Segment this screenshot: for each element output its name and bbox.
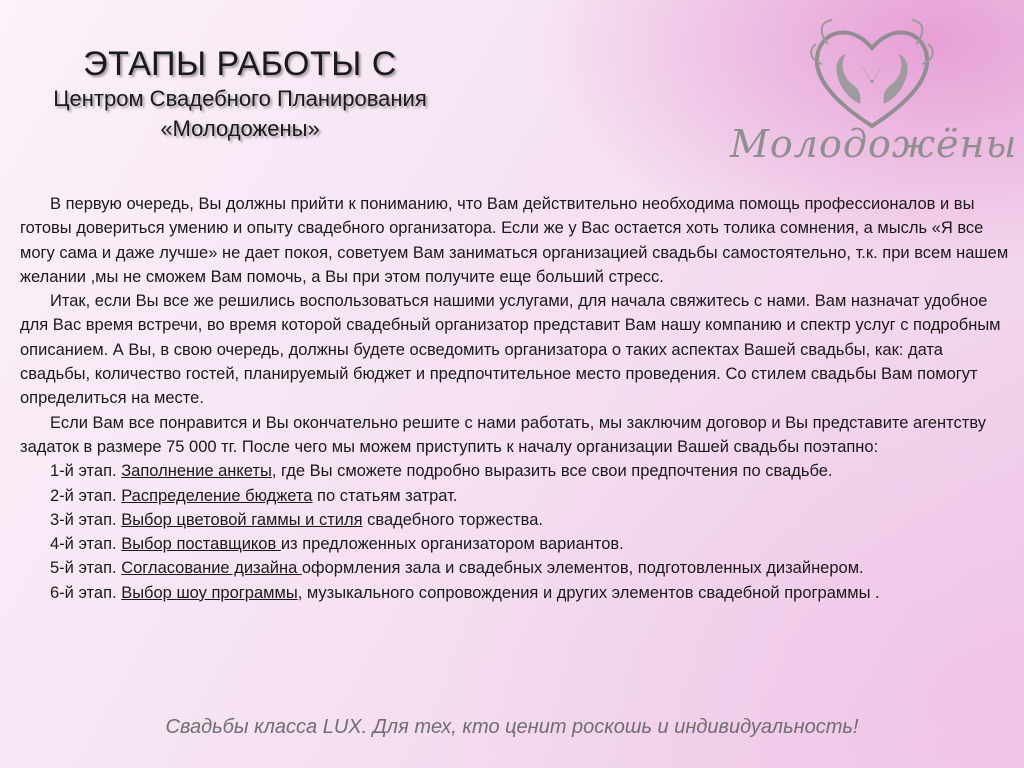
stage-link-design[interactable]: Согласование дизайна bbox=[121, 559, 302, 578]
stage-link-questionnaire[interactable]: Заполнение анкеты bbox=[121, 462, 272, 481]
footer-slogan: Свадьбы класса LUX. Для тех, кто ценит роскошь и индивидуальность! bbox=[165, 716, 859, 738]
page-title bbox=[20, 44, 460, 144]
title-line-2: Центром Свадебного Планирования bbox=[53, 86, 427, 111]
stage-link-budget[interactable]: Распределение бюджета bbox=[121, 486, 313, 505]
body-text bbox=[20, 192, 1010, 605]
stage-5 bbox=[20, 556, 1010, 580]
stage-6 bbox=[20, 581, 1010, 605]
stage-rest: по статьям затрат. bbox=[312, 486, 458, 505]
title-line-3: «Молодожены» bbox=[160, 116, 320, 141]
stage-rest: , музыкального сопровождения и других элементов свадебной программы . bbox=[297, 583, 880, 602]
stage-3 bbox=[20, 508, 1010, 532]
paragraph-3: Если Вам все понравится и Вы окончательно решите с нами работать, мы заключим договор и Вы представите агентству задаток в размере 75 000 тг. После чего мы можем приступить к началу организации Вашей свадьбы поэтапно: bbox=[20, 413, 986, 456]
title-line-1: ЭТАПЫ РАБОТЫ С bbox=[83, 45, 397, 83]
stage-rest: из предложенных организатором вариантов. bbox=[280, 535, 624, 554]
stage-2 bbox=[20, 484, 1010, 508]
stage-link-color-style[interactable]: Выбор цветовой гаммы и стиля bbox=[121, 510, 363, 529]
stage-prefix: 4-й этап. bbox=[50, 535, 122, 554]
stage-link-show-program[interactable]: Выбор шоу программы bbox=[121, 583, 298, 602]
stage-rest: оформления зала и свадебных элементов, подготовленных дизайнером. bbox=[301, 559, 864, 578]
stage-prefix: 3-й этап. bbox=[50, 510, 122, 529]
stage-link-suppliers[interactable]: Выбор поставщиков bbox=[121, 535, 281, 554]
stage-rest: , где Вы сможете подробно выразить все свои предпочтения по свадьбе. bbox=[271, 462, 833, 481]
stage-rest: свадебного торжества. bbox=[362, 510, 544, 529]
stage-prefix: 6-й этап. bbox=[50, 583, 122, 602]
stage-4 bbox=[20, 532, 1010, 556]
stage-prefix: 1-й этап. bbox=[50, 462, 122, 481]
logo bbox=[730, 14, 1018, 166]
paragraph-1: В первую очередь, Вы должны прийти к пониманию, что Вам действительно необходима помощь профессионалов и вы готовы довериться умению и опыту свадебного организатора. Если же у Вас остается хоть толика сомнения, а мысль «Я все могу сама и даже лучше» не дает покоя, советуем Вам заниматься организацией свадьбы самостоятельно, т.к. при всем нашем желании ,мы не сможем Вам помочь, а Вы при этом получите еще больший стресс. bbox=[20, 195, 1009, 286]
stage-prefix: 5-й этап. bbox=[50, 559, 122, 578]
paragraph-2: Итак, если Вы все же решились воспользоваться нашими услугами, для начала свяжитесь с нами. Вам назначат удобное для Вас время встречи, во время которой свадебный организатор представит Вам нашу компанию и спектр услуг с подробным описанием. А Вы, в свою очередь, должны будете осведомить организатора о таких аспектах Вашей свадьбы, как: дата свадьбы, количество гостей, планируемый бюджет и предпочтительное место проведения. Со стилем свадьбы Вам помогут определиться на месте. bbox=[20, 292, 1001, 408]
stage-prefix: 2-й этап. bbox=[50, 486, 122, 505]
logo-text: Молодожёны bbox=[730, 122, 1018, 166]
stage-1 bbox=[20, 459, 1010, 483]
